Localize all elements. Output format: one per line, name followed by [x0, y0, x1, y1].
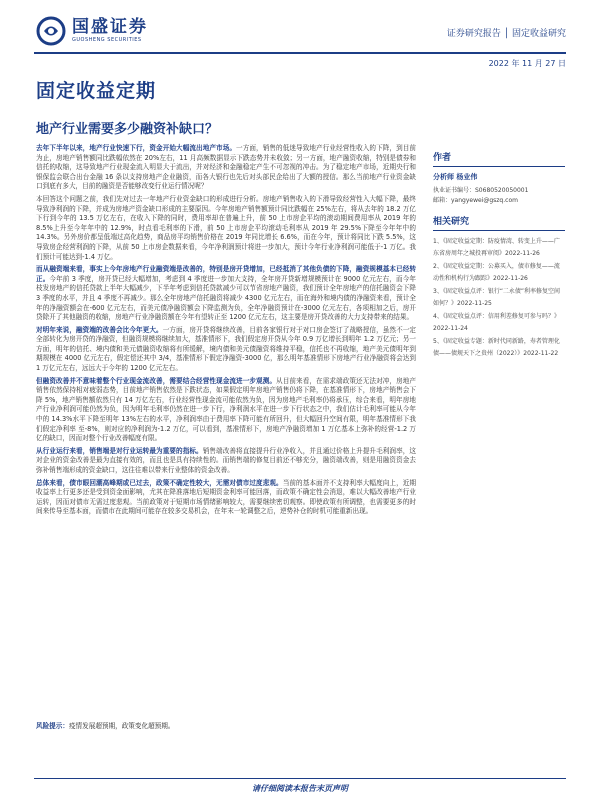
- paragraph-text: 从目前来看，在需求端政策还无法对冲，房地产销售依然保持相对疲弱态势，目前地产销售依然是下跌状态，如果假定明年房地产销售仍将下降，在基准情形下，房地产销售会下降 5%，地产销售额依然只有 14 万亿左右，行业经营性现金流可能依然为负，因为房地产毛利率仍将承压，综合来看，明年房地产行业净利润可能仍然为负，因为明年毛利率仍然在进一步下行，净利润水平在进一步下行状态之中，我们估计毛利率可能从今年中的 14.3%水平下降至明年 13%左右的水平，净利润率由于费用率下降可能有所回升，但大幅回升空间有限，明年基准情形下我们假定净利率 至-8%，则对应的净利润为-1.2 万亿，可以看到，基准情形下，房地产净融资增加 1 万亿基本上弥补的经营-1.2 万亿的缺口，因而对整个行业改善幅度有限。: [36, 376, 416, 443]
- logo-mark-icon: [36, 16, 66, 46]
- paragraph-lead: 而从融资端来看，事实上今年房地产行业融资端是改善的，特别是房开贷增加，已经抵消了其他负债的下降，融资规模基本已经转正。: [36, 265, 416, 283]
- related-item[interactable]: 4、《固定收益点评：信用利差修复可参与吗？》2022-11-24: [433, 313, 560, 332]
- paragraph-lead: 从行业运行来看，销售端是对行业运转最为重要的指标。: [36, 446, 203, 455]
- authors-heading: 作者: [433, 150, 565, 167]
- company-logo: [36, 14, 166, 48]
- report-subtitle: 地产行业需要多少融资补缺口？: [36, 122, 219, 137]
- risk-text: 疫情发展超预期，政策变化超预期。: [68, 722, 175, 730]
- related-heading: 相关研究: [433, 214, 565, 231]
- paragraph-lead: 去年下半年以来，地产行业快速下行，资金开始大幅流出地产市场。: [36, 144, 237, 152]
- logo-cn-text: 国盛证券: [72, 17, 148, 37]
- related-item[interactable]: 5、《固定收益专题：新时代同新路，寿者管理化债——债规天下之贵州（2022）》2022-11-22: [433, 338, 560, 357]
- paragraph-text: 一方面，房开贷将继续改善，目前各家银行对于对口房企签订了战略授信，虽然不一定全部转化为房开贷的净融资，但融资规模将继续加大，基准情形下，我们假定房开贷从今年 0.9 万亿增长到明年 1.2 万亿元；另一方面，明年的信托、境内债和美元债融资收缩将有所缓解，境内债和美元债融资将维持平稳，信托也不再收缩，地产美元债明年到期规模在 4000 亿元左右，假定偿还其中 3/4，基准情形下假定净融资-3000 亿，那么明年基准情形下房地产行业净融资将会达到 1 万亿元左右，远远大于今年的 1200 亿元左右。: [36, 325, 417, 373]
- report-title: 固定收益定期: [36, 80, 157, 102]
- report-date: 2022 年 11 月 27 日: [488, 59, 566, 68]
- authors: 分析师 杨业伟: [433, 173, 478, 181]
- paragraph: [36, 265, 416, 323]
- risk-label: 风险提示：: [36, 722, 69, 730]
- report-type: 证券研究报告 │ 固定收益研究: [446, 29, 566, 39]
- report-body: [36, 144, 416, 520]
- sidebar: [433, 150, 565, 361]
- paragraph-text: 本回答这个问题之前，我们先对过去一年地产行业资金缺口的形成进行分析。房地产销售收入的下滑导致经营性入大幅下降，最终导致净利润的下降，并成为房地产资金缺口形成的主要原因。今年房地产销售额预计同比跌幅在 25%左右，将从去年的 18.2 万亿下行到今年的 13.5 万亿左右，在收入下降的同时，费用率却在普遍上升，前 50 上市房企平均的滚动期间费用率从 2019 年的 8.5%上升至今年年中的 12.9%，时点看毛利率的下滑，前 50 上市房企平均滚动毛利率从 2019 年 29.5%下降至今年年中的 14.3%。另外房价都呈低端过高化趋势，商品房平均销售价格在 2019 年同比增长 6.6%，而在今年，预计将同比下跌 5.5%，这导致房企经营利润的下降，从前 50 上市房企数据来看，今年净利润预计将进一步加大，预计今年行业净利润可能低于-1 万亿。我们预计可能达到-1.4 万亿。: [36, 194, 416, 261]
- paragraph-text: 销售端改善将直接提升行业净收入，并且通过价格上升提升毛利润率，这对企业的资金改善是最为直接有效的，而且也是具有持续性的。而销售端的修复目前还不够充分，融资端改善，则是用融资资金去弥补销售端形成的资金缺口，这往往难以带来行业整体的资金改善。: [36, 446, 417, 474]
- paragraph: [36, 195, 416, 262]
- author-email[interactable]: 邮箱：yangyewei@gszq.com: [433, 197, 518, 204]
- paragraph: [36, 377, 416, 444]
- paragraph: [36, 447, 416, 476]
- footer-disclaimer: 请仔细阅读本报告末页声明: [252, 784, 348, 793]
- footer-divider: [34, 778, 566, 779]
- paragraph: [36, 326, 416, 374]
- paragraph-text: 当前的基本面并不支持利率大幅度向上，近期收益率上行更多还是受到资金面影响，尤其在降准落地后短期资金利率可能回落，而政策不确定性会消退，难以大幅改善地产行业运转，因而对债市无需过度悲观。当前政策对于短期市场情绪影响较大，需要继续密切观察。即使政策有所调整，也需要更多的时间来传导至基本面，而债市在此期间可能存在较多交易机会，在年末一轮调整之后，逆势补仓的时机可能重新出现。: [36, 478, 417, 516]
- paragraph: [36, 479, 416, 517]
- paragraph-lead: 总体来看，债市眼回潮高峰期或已过去，政策不确定性较大，无需对债市过度悲观。: [36, 478, 283, 487]
- related-item[interactable]: 1、《固定收益定期：防疫情湾、转变上升——广东省房周年之城投再审阅》2022-11-26: [433, 238, 560, 257]
- paragraph-lead: 对明年来说，融资端的改善会比今年更大。: [36, 325, 163, 334]
- paragraph-text: 一方面，销售的低迷导致地产行业经营性收入的下降，到目前为止，房地产销售额同比跌幅依然在 20%左右，11 月高频数据显示下跌态势并未收敛；另一方面，地产融资收缩，特别是债券和信托的收缩，这导致地产行业现金流入明显大于流出，并对经济和金融稳定产生不可忽视的冲击。为了稳定地产市场，近期央行和银保监会联合出台金融 16 条以支持房地产企业融资，而各大银行也先后对头部民企给出了大额的授信。那么当前地产行业资金缺口到底有多大，目前的融资是否能够改变行业运行情况呢？: [36, 144, 417, 191]
- related-item[interactable]: 2、《固定收益定期：公募买入，债市修复——流动性和机构行为跟踪》2022-11-26: [433, 263, 560, 282]
- header-divider: [34, 52, 566, 54]
- related-item[interactable]: 3、《固定收益点评：银行“二永债”利率修复空间如何？》2022-11-25: [433, 288, 561, 307]
- paragraph: [36, 144, 416, 192]
- risk-warning: [36, 722, 416, 732]
- cert-number: 执业证书编号：S0680520050001: [433, 187, 529, 194]
- paragraph-lead: 但融资改善并不意味着整个行业现金流改善，需要结合经营性现金流进一步观测。: [36, 376, 277, 385]
- logo-en-text: GUOSHENG SECURITIES: [72, 37, 142, 43]
- paragraph-text: 今年前 3 季度，房开贷已经大幅增加，考虑到 4 季度进一步加大支持，全年房开贷新增规模预计在 9000 亿元左右，而今年枝发房地产的信托贷款上半年大幅减少，下半年考虑到信托贷款减少可以节省房地产融资，我们预计全年房地产的信托融资会下降 3 季度的水平，并且 4 季度不再减少。那么全年房地产信托融资将减少 4300 亿元左右，而在海外和境内债的净融资来看，预计全年的净融资额会在-600 亿元左右，而美元债净融资额会下降监测为负，全年净融资预计在-3000 亿元左右，各项相加之后，房开贷除开了其他融资的收缩，房地产行业净融资额在今年有望转正至 1200 亿元左右，这主要是房开贷改善的大力支持带来的结果。: [36, 274, 416, 322]
